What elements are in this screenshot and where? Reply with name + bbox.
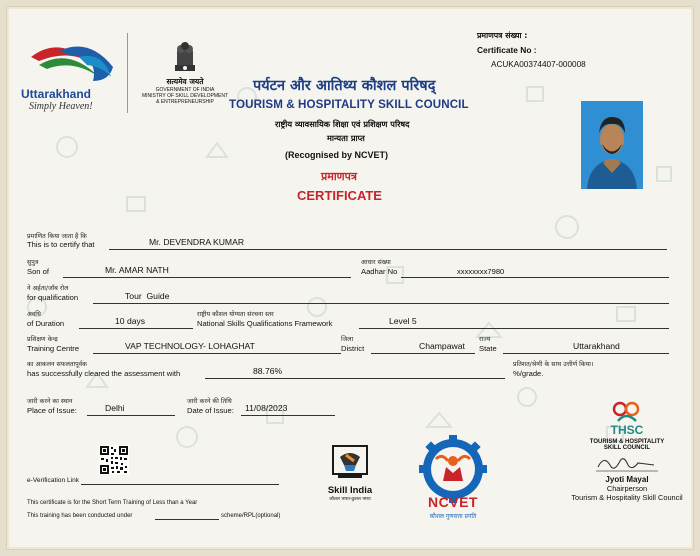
uttarakhand-brand: Uttarakhand	[21, 87, 92, 101]
e-verification-label: e-Verification Link	[27, 477, 80, 484]
centre-underline	[93, 353, 341, 354]
thsc-line-2: SKILL COUNCIL	[603, 445, 651, 451]
skill-india-logo	[315, 443, 385, 523]
father-underline	[63, 277, 351, 278]
qr-code[interactable]	[99, 445, 129, 475]
thsc-emblem-icon	[610, 397, 644, 423]
state-label-hindi: राज्य	[479, 336, 491, 343]
duration-label: of Duration	[27, 319, 65, 328]
assessment-label: has successfully cleared the assessment with	[27, 369, 181, 378]
aadhar-value: xxxxxxxx7980	[457, 267, 505, 276]
duration-value: 10 days	[115, 316, 146, 326]
e-verification-underline[interactable]	[81, 484, 279, 485]
logo-divider	[127, 33, 128, 113]
signatory-title: Chairperson	[606, 484, 648, 493]
date-label: Date of Issue:	[187, 406, 234, 415]
certificate-sheet	[6, 6, 694, 550]
government-emblem-block	[135, 37, 235, 117]
son-label: Son of	[27, 267, 49, 276]
aadhar-label-hindi: आधार संख्या	[361, 259, 391, 266]
certificate-title-hindi: प्रमाणपत्र	[321, 170, 357, 183]
date-value: 11/08/2023	[245, 403, 288, 413]
grade-underline	[205, 378, 505, 379]
place-label: Place of Issue:	[27, 406, 77, 415]
certificate-no-value: ACUKA00374407-000008	[491, 60, 586, 69]
aadhar-underline	[401, 277, 669, 278]
state-label: State	[479, 344, 497, 353]
state-value: Uttarakhand	[573, 341, 620, 351]
nsqf-underline	[359, 328, 669, 329]
thsc-block	[567, 397, 687, 502]
scheme-note-end: scheme/RPL(optional)	[221, 513, 281, 519]
uttarakhand-logo	[21, 37, 121, 117]
ncvet-hindi-tagline: कौशल गुणवत्ता प्रगति	[429, 513, 477, 520]
certify-label: This is to certify that	[27, 240, 95, 249]
emblem-motto: सत्यमेव जयते	[166, 77, 204, 86]
uttarakhand-swoosh-icon	[29, 37, 119, 89]
skill-india-icon	[330, 443, 370, 483]
centre-value: VAP TECHNOLOGY- LOHAGHAT	[125, 341, 255, 351]
district-label-hindi: जिला	[341, 336, 354, 343]
certificate-no-label-hindi: प्रमाणपत्र संख्या :	[477, 31, 528, 40]
council-name-hindi: पर्यटन और आतिथ्य कौशल परिषद्	[253, 78, 436, 94]
qualification-label-hindi: ने अर्हता/जॉब रोल	[27, 285, 69, 292]
name-underline	[109, 249, 667, 250]
nsqf-label: National Skills Qualifications Framework	[197, 319, 333, 328]
duration-label-hindi: अवधि	[27, 311, 41, 318]
assessment-label-hindi: का आकलन सफलतापूर्वक	[27, 361, 88, 368]
qualification-value: Tour Guide	[125, 291, 170, 301]
thsc-line-1: TOURISM & HOSPITALITY	[589, 439, 665, 445]
ncvet-text: NCVET	[428, 494, 478, 510]
gov-line-1: GOVERNMENT OF INDIA	[155, 87, 215, 93]
candidate-photo	[581, 101, 643, 189]
skill-india-text: Skill India	[327, 485, 373, 496]
aadhar-label: Aadhar No	[361, 267, 398, 276]
district-underline	[371, 353, 475, 354]
grade-suffix: %/grade.	[513, 369, 544, 378]
candidate-name: Mr. DEVENDRA KUMAR	[149, 237, 245, 247]
thsc-abbr: THSC	[610, 423, 644, 437]
certificate-title-english: CERTIFICATE	[297, 188, 382, 203]
recognised-by-ncvet: (Recognised by NCVET)	[285, 150, 389, 160]
centre-label-hindi: प्रशिक्षण केन्द्र	[27, 336, 58, 343]
place-underline	[87, 415, 175, 416]
nsqf-label-hindi: राष्ट्रीय कौशल योग्यता संरचना स्तर	[197, 311, 274, 318]
date-underline	[241, 415, 335, 416]
scheme-note-start: This training has been conducted under	[27, 513, 133, 519]
district-label: District	[341, 344, 365, 353]
state-underline	[503, 353, 669, 354]
nsqf-value: Level 5	[389, 316, 417, 326]
district-value: Champawat	[419, 341, 465, 351]
signature	[592, 453, 662, 475]
certify-label-hindi: प्रमाणित किया जाता है कि	[27, 233, 87, 240]
ashoka-emblem-icon	[171, 37, 199, 75]
ncvet-hindi-line-1: राष्ट्रीय व्यावसायिक शिक्षा एवं प्रशिक्षण परिषद	[275, 119, 410, 129]
gov-line-3: & ENTREPRENEURSHIP	[156, 99, 214, 105]
certificate-no-label: Certificate No :	[477, 45, 537, 55]
grade-suffix-hindi: प्रतिशत/श्रेणी के साथ उत्तीर्ण किया।	[513, 361, 594, 368]
ncvet-logo	[411, 433, 495, 525]
signatory-org: Tourism & Hospitality Skill Council	[571, 493, 683, 502]
place-value: Delhi	[105, 403, 125, 413]
place-label-hindi: जारी करने का स्थान	[27, 398, 73, 405]
gov-line-2: MINISTRY OF SKILL DEVELOPMENT	[141, 93, 229, 99]
centre-label: Training Centre	[27, 344, 80, 353]
father-name: Mr. AMAR NATH	[105, 265, 169, 275]
skill-india-hindi: कौशल भारत-कुशल भारत	[329, 497, 371, 502]
scheme-underline	[155, 519, 219, 520]
signatory-name: Jyoti Mayal	[605, 475, 649, 484]
qualification-label: for qualification	[27, 293, 79, 302]
qualification-underline	[93, 303, 669, 304]
uttarakhand-tagline: Simply Heaven!	[29, 101, 93, 112]
council-name-english: TOURISM & HOSPITALITY SKILL COUNCIL	[229, 98, 469, 111]
son-label-hindi: सुपुत्र	[27, 259, 39, 266]
date-label-hindi: जारी करने की तिथि	[187, 398, 232, 405]
duration-underline	[79, 328, 193, 329]
short-term-note: This certificate is for the Short Term Training of Less than a Year	[27, 500, 198, 506]
ncvet-hindi-line-2: मान्यता प्राप्त	[327, 133, 365, 143]
grade-value: 88.76%	[253, 366, 283, 376]
candidate-portrait	[581, 101, 643, 189]
